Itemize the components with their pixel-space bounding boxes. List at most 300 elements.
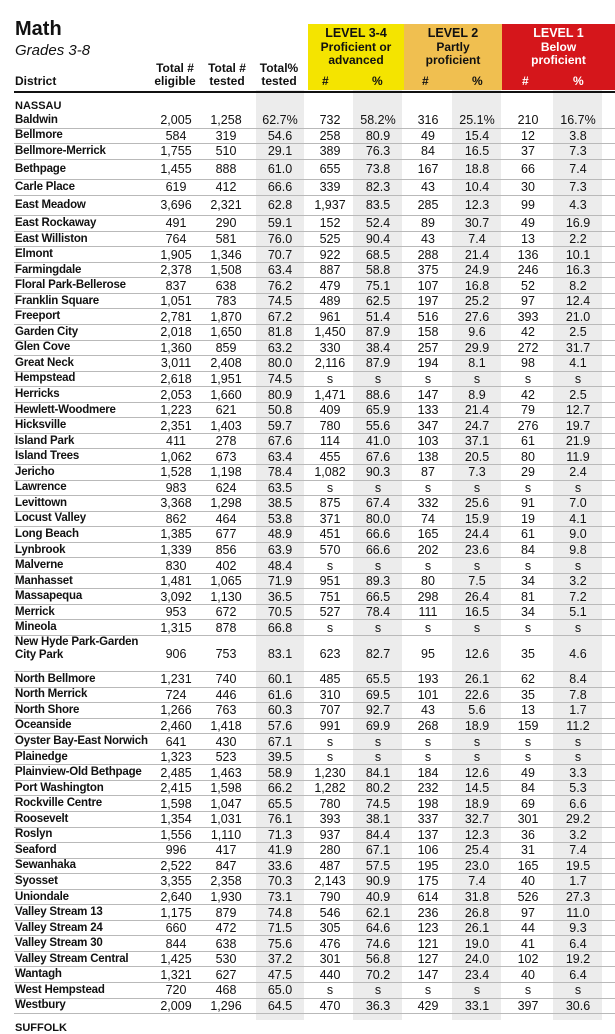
table-row	[0, 983, 615, 999]
district-name: Franklin Square	[15, 294, 99, 307]
total-pct-cell: 63.4	[267, 449, 293, 464]
total-tested-header: Total # tested	[208, 61, 246, 88]
level34-pct-cell: 83.5	[365, 198, 391, 213]
district-name: North Merrick	[15, 688, 88, 701]
table-row	[0, 449, 615, 465]
level1-pct-cell: 11.0	[566, 905, 590, 920]
level34-num-cell: 485	[319, 672, 341, 687]
level1-pct-cell: 7.8	[569, 687, 587, 702]
level34-num-cell: 280	[319, 843, 341, 858]
level2-pct-cell: 24.9	[464, 263, 490, 278]
level1-pct-cell: 8.2	[569, 278, 587, 293]
level2-pct-cell: 8.9	[468, 387, 486, 402]
level1-num-cell: 52	[521, 278, 535, 293]
level2-num-cell: 89	[421, 216, 435, 231]
level2-pct-cell: 23.4	[464, 967, 490, 982]
level34-num-cell: 310	[319, 687, 341, 702]
total-eligible-cell: 2,018	[160, 325, 192, 340]
level2-num-cell: 429	[417, 998, 439, 1013]
level34-num-cell: 2,116	[314, 356, 346, 371]
total-tested-cell: 1,110	[210, 827, 242, 842]
district-name: Merrick	[15, 605, 55, 618]
level34-pct-cell: 58.2%	[360, 113, 396, 128]
table-row	[0, 278, 615, 294]
level34-pct-cell: 73.8	[365, 162, 391, 177]
table-row	[0, 719, 615, 735]
level1-num-cell: 81	[521, 589, 535, 604]
level34-pct-cell: 90.4	[365, 232, 391, 247]
level1-num-cell: 136	[517, 247, 539, 262]
total-eligible-cell: 2,378	[160, 263, 192, 278]
district-name: Syosset	[15, 874, 58, 887]
district-name: Hewlett-Woodmere	[15, 403, 116, 416]
total-eligible-cell: 1,598	[160, 796, 192, 811]
level2-num-cell: 43	[421, 180, 435, 195]
level34-pct-cell: 75.1	[365, 278, 391, 293]
level34-num-cell: 991	[319, 718, 341, 733]
level2-pct-cell: 26.8	[464, 905, 490, 920]
total-pct-cell: 66.2	[267, 781, 293, 796]
total-pct-cell: 62.8	[267, 198, 293, 213]
level1-num-cell: 13	[521, 703, 535, 718]
table-row	[0, 310, 615, 326]
level34-pct-cell: 38.1	[365, 812, 391, 827]
total-pct-cell: 67.2	[267, 309, 293, 324]
district-name: Roslyn	[15, 828, 53, 841]
district-name: Roosevelt	[15, 812, 69, 825]
level2-pct-cell: 12.3	[464, 198, 490, 213]
district-name: Farmingdale	[15, 263, 82, 276]
level2-pct-cell: 25.1%	[459, 113, 495, 128]
level2-pct-cell: 15.4	[464, 128, 490, 143]
level2-num-cell: 147	[417, 967, 439, 982]
total-pct-cell: 60.3	[267, 703, 293, 718]
level34-num-cell: s	[326, 620, 334, 635]
level2-num-cell: 268	[417, 718, 439, 733]
table-row	[0, 750, 615, 766]
level1-pct-cell: 6.6	[569, 796, 587, 811]
level34-num-cell: 922	[319, 247, 341, 262]
level1-pct-cell: 4.1	[569, 356, 587, 371]
level1-num-cell: 79	[521, 403, 535, 418]
level34-pct-cell: s	[374, 480, 382, 495]
level34-pct-cell: 62.1	[365, 905, 391, 920]
table-row	[0, 180, 615, 196]
district-name: Jericho	[15, 465, 55, 478]
level34-num-cell: s	[326, 750, 334, 765]
level1-num-cell: 210	[517, 113, 539, 128]
total-pct-cell: 74.8	[267, 905, 293, 920]
total-pct-header: Total% tested	[259, 61, 299, 88]
total-pct-cell: 63.5	[267, 480, 293, 495]
level1-num-cell: 34	[521, 574, 535, 589]
level34-pct-cell: 64.6	[365, 921, 391, 936]
total-tested-cell: 1,298	[210, 496, 242, 511]
level34-num-cell: 961	[319, 309, 341, 324]
table-row	[0, 160, 615, 181]
total-tested-cell: 879	[215, 905, 237, 920]
level2-pct-cell: 27.6	[464, 309, 490, 324]
level1-num-cell: 301	[517, 812, 539, 827]
total-pct-cell: 80.0	[267, 356, 293, 371]
level34-num-cell: 570	[319, 543, 341, 558]
district-name: Manhasset	[15, 574, 73, 587]
total-eligible-cell: 1,354	[160, 812, 192, 827]
level2-num-cell: 197	[417, 294, 439, 309]
level2-num-cell: 95	[421, 646, 435, 661]
level1-pct-cell: 5.1	[569, 605, 587, 620]
level1-num-cell: 272	[517, 340, 539, 355]
level2-pct-cell: 7.5	[468, 574, 486, 589]
level1-pct-cell: 19.7	[565, 418, 591, 433]
level34-pct-cell: 70.2	[365, 967, 391, 982]
total-eligible-cell: 2,460	[160, 718, 192, 733]
district-name: Garden City	[15, 325, 78, 338]
total-tested-cell: 530	[215, 952, 237, 967]
total-tested-cell: 673	[215, 449, 237, 464]
total-tested-cell: 638	[215, 936, 237, 951]
level34-num-cell: 655	[319, 162, 341, 177]
table-row	[0, 543, 615, 559]
level34-num-cell: 330	[319, 340, 341, 355]
level34-num-cell: s	[326, 371, 334, 386]
total-eligible-cell: 1,323	[160, 750, 192, 765]
total-tested-cell: 412	[215, 180, 237, 195]
level34-pct-cell: 67.1	[365, 843, 391, 858]
level34-pct-cell: 80.2	[365, 781, 391, 796]
level1-num-cell: 526	[517, 890, 539, 905]
level34-num-cell: 2,143	[314, 874, 346, 889]
total-tested-cell: 417	[215, 843, 237, 858]
level2-pct-cell: 7.3	[468, 465, 486, 480]
level2-num-cell: 106	[417, 843, 439, 858]
total-tested-cell: 1,650	[210, 325, 242, 340]
level2-num-cell: 123	[417, 921, 439, 936]
level2-desc: Partly proficient	[425, 39, 481, 67]
table-row	[0, 703, 615, 719]
level2-num-cell: 43	[421, 232, 435, 247]
table-row	[0, 216, 615, 232]
level2-num-cell: 121	[417, 936, 439, 951]
level1-pct-cell: 7.3	[569, 180, 587, 195]
level2-pct-cell: 29.9	[464, 340, 490, 355]
level34-num-cell: 114	[320, 434, 340, 449]
level34-num-cell: 389	[319, 144, 341, 159]
level1-pct-cell: 7.4	[569, 843, 587, 858]
total-tested-cell: 446	[215, 687, 237, 702]
level2-pct-cell: 16.5	[464, 605, 490, 620]
level2-num-cell: s	[424, 734, 432, 749]
level1-num-cell: 159	[517, 718, 539, 733]
total-eligible-cell: 2,415	[160, 781, 192, 796]
level1-num-cell: 102	[517, 952, 539, 967]
total-pct-cell: 67.6	[267, 434, 293, 449]
total-tested-cell: 878	[215, 620, 237, 635]
total-eligible-cell: 1,339	[160, 543, 192, 558]
level34-pct-cell: 36.3	[365, 998, 391, 1013]
total-eligible-cell: 1,385	[160, 527, 192, 542]
level2-pct-cell: 7.4	[468, 874, 486, 889]
district-name: East Rockaway	[15, 216, 97, 229]
level34-num-cell: 937	[319, 827, 341, 842]
level34-num-cell: 455	[319, 449, 341, 464]
level34-num-cell: 1,230	[314, 765, 346, 780]
table-row	[0, 688, 615, 704]
level34-pct-cell: s	[374, 750, 382, 765]
level2-pct-cell: 8.1	[468, 356, 486, 371]
district-name: East Meadow	[15, 198, 86, 211]
district-name: East Williston	[15, 232, 88, 245]
total-pct-cell: 61.0	[267, 162, 293, 177]
district-name: Lawrence	[15, 481, 67, 494]
total-eligible-cell: 2,781	[160, 309, 192, 324]
level2-num-cell: s	[424, 480, 432, 495]
level34-pct-cell: 66.6	[365, 527, 391, 542]
level34-pct-cell: 78.4	[365, 605, 391, 620]
district-name: Herricks	[15, 388, 60, 401]
level1-pct-cell: 3.8	[569, 128, 587, 143]
level34-pct-cell: 51.4	[365, 309, 391, 324]
level34-pct-cell: 90.3	[365, 465, 391, 480]
district-name: Valley Stream 30	[15, 937, 103, 950]
total-pct-cell: 53.8	[267, 511, 293, 526]
level1-num-cell: 80	[521, 449, 535, 464]
level2-num-cell: 84	[421, 144, 435, 159]
level1-pct-cell: 31.7	[565, 340, 591, 355]
level1-pct-cell: 11.9	[566, 449, 590, 464]
total-tested-cell: 1,951	[210, 371, 242, 386]
total-eligible-cell: 837	[165, 278, 187, 293]
total-eligible-cell: 3,696	[160, 198, 192, 213]
level1-num-cell: 12	[521, 128, 535, 143]
level34-pct-cell: 82.3	[365, 180, 391, 195]
level2-pct-cell: 25.4	[464, 843, 490, 858]
level2-num-cell: 103	[417, 434, 439, 449]
table-row	[0, 828, 615, 844]
total-tested-cell: 859	[215, 340, 237, 355]
district-name: Bellmore	[15, 129, 63, 142]
section-nassau: NASSAU	[15, 100, 62, 112]
level1-pct-header: %	[573, 74, 584, 88]
level34-pct-cell: 40.9	[365, 890, 391, 905]
level34-num-cell: s	[326, 480, 334, 495]
total-tested-cell: 2,408	[210, 356, 242, 371]
level2-num-cell: 158	[417, 325, 439, 340]
level34-num-cell: 751	[319, 589, 341, 604]
total-pct-cell: 80.9	[267, 387, 293, 402]
level2-num-cell: 137	[417, 827, 439, 842]
level2-pct-cell: 10.4	[464, 180, 490, 195]
district-name: Sewanhaka	[15, 859, 76, 872]
total-eligible-cell: 2,351	[160, 418, 192, 433]
level2-num-cell: 614	[417, 890, 439, 905]
table-row	[0, 294, 615, 310]
level1-num-cell: 40	[521, 967, 535, 982]
level1-pct-cell: s	[574, 480, 582, 495]
total-tested-cell: 2,358	[210, 874, 242, 889]
level1-pct-cell: 16.7%	[560, 113, 596, 128]
total-pct-cell: 75.6	[267, 936, 293, 951]
level2-pct-cell: 12.3	[464, 827, 490, 842]
level1-num-cell: 276	[517, 418, 539, 433]
level1-pct-cell: 6.4	[569, 967, 587, 982]
level1-pct-cell: 3.3	[569, 765, 587, 780]
total-pct-cell: 48.9	[267, 527, 293, 542]
level1-num-cell: 165	[517, 858, 539, 873]
level2-num-cell: 111	[418, 605, 438, 620]
level34-num-cell: 1,282	[314, 781, 346, 796]
level34-num-cell: 440	[319, 967, 341, 982]
total-tested-cell: 1,031	[210, 812, 242, 827]
table-row	[0, 232, 615, 248]
level1-num-header: #	[522, 74, 529, 88]
total-eligible-cell: 983	[165, 480, 187, 495]
level2-pct-cell: s	[473, 558, 481, 573]
level2-num-cell: 107	[417, 278, 439, 293]
level34-num-cell: s	[326, 983, 334, 998]
level2-num-cell: 184	[417, 765, 439, 780]
level2-num-cell: s	[424, 983, 432, 998]
level2-pct-cell: s	[473, 371, 481, 386]
level1-num-cell: 31	[521, 843, 535, 858]
total-tested-cell: 1,258	[210, 113, 242, 128]
total-pct-cell: 41.9	[267, 843, 293, 858]
total-pct-cell: 58.9	[267, 765, 293, 780]
level2-pct-cell: 37.1	[464, 434, 490, 449]
total-pct-cell: 62.7%	[262, 113, 298, 128]
total-eligible-cell: 1,231	[160, 672, 192, 687]
total-tested-cell: 1,198	[210, 465, 242, 480]
level34-pct-cell: 82.7	[365, 646, 391, 661]
level1-pct-cell: 7.4	[569, 162, 587, 177]
level1-pct-cell: 16.3	[565, 263, 591, 278]
level1-num-cell: 97	[521, 905, 535, 920]
level1-pct-cell: 9.3	[569, 921, 587, 936]
table-row	[0, 765, 615, 781]
total-eligible-cell: 3,011	[160, 356, 192, 371]
level2-pct-cell: 18.8	[464, 162, 490, 177]
total-pct-cell: 38.5	[267, 496, 293, 511]
level2-pct-cell: 24.4	[464, 527, 490, 542]
total-tested-cell: 1,403	[210, 418, 242, 433]
total-pct-cell: 36.5	[267, 589, 293, 604]
total-eligible-cell: 724	[165, 687, 187, 702]
level1-num-cell: 246	[517, 263, 539, 278]
level2-num-cell: 167	[417, 162, 439, 177]
level2-pct-cell: 32.7	[464, 812, 490, 827]
level1-num-cell: 29	[521, 465, 535, 480]
level1-pct-cell: 5.3	[569, 781, 587, 796]
district-name: Elmont	[15, 248, 53, 261]
level2-pct-cell: 12.6	[464, 765, 490, 780]
level34-pct-cell: 69.5	[365, 687, 391, 702]
level1-pct-cell: 2.4	[569, 465, 587, 480]
total-pct-cell: 47.5	[267, 967, 293, 982]
level1-pct-cell: 3.2	[569, 574, 587, 589]
level2-pct-cell: 23.6	[464, 543, 490, 558]
level34-pct-cell: s	[374, 734, 382, 749]
level34-num-cell: 887	[319, 263, 341, 278]
total-tested-cell: 847	[215, 858, 237, 873]
level1-pct-cell: 2.5	[569, 325, 587, 340]
level1-num-cell: 35	[521, 687, 535, 702]
district-name: Bethpage	[15, 162, 66, 175]
district-name: North Shore	[15, 703, 80, 716]
total-eligible-cell: 3,355	[160, 874, 192, 889]
total-tested-cell: 1,870	[210, 309, 242, 324]
level2-pct-cell: 19.0	[464, 936, 490, 951]
level1-desc: Below proficient	[531, 39, 586, 67]
district-name: Locust Valley	[15, 512, 86, 525]
level1-pct-cell: s	[574, 620, 582, 635]
table-row	[0, 874, 615, 890]
total-pct-cell: 61.6	[267, 687, 293, 702]
total-pct-cell: 37.2	[267, 952, 293, 967]
level2-pct-cell: 5.6	[468, 703, 486, 718]
district-name: Wantagh	[15, 968, 62, 981]
total-tested-cell: 1,296	[210, 998, 242, 1013]
total-pct-cell: 76.2	[267, 278, 293, 293]
level2-header	[404, 27, 502, 68]
level1-num-cell: 393	[517, 309, 539, 324]
total-pct-cell: 29.1	[267, 144, 293, 159]
level34-pct-cell: 80.0	[365, 511, 391, 526]
total-eligible-cell: 584	[165, 128, 187, 143]
district-name: Seaford	[15, 843, 57, 856]
total-tested-cell: 430	[215, 734, 237, 749]
level34-pct-cell: 65.5	[365, 672, 391, 687]
total-tested-cell: 621	[215, 403, 237, 418]
total-tested-cell: 1,065	[210, 574, 242, 589]
total-pct-cell: 71.9	[267, 574, 293, 589]
total-tested-cell: 763	[215, 703, 237, 718]
level34-pct-header: %	[372, 74, 383, 88]
table-row	[0, 144, 615, 160]
total-tested-cell: 677	[215, 527, 237, 542]
level2-num-cell: 298	[417, 589, 439, 604]
table-row	[0, 403, 615, 419]
total-eligible-cell: 2,009	[160, 998, 192, 1013]
table-row	[0, 372, 615, 388]
level1-pct-cell: 7.2	[569, 589, 587, 604]
total-eligible-cell: 1,315	[160, 620, 192, 635]
table-row	[0, 859, 615, 875]
total-pct-cell: 60.1	[267, 672, 293, 687]
level1-pct-cell: 2.5	[569, 387, 587, 402]
total-pct-cell: 50.8	[267, 403, 293, 418]
district-name: North Bellmore	[15, 672, 96, 685]
level2-pct-cell: 18.9	[464, 718, 490, 733]
level1-header	[502, 27, 615, 68]
level2-num-cell: 87	[421, 465, 435, 480]
level34-pct-cell: 74.5	[365, 796, 391, 811]
level34-num-cell: 780	[319, 796, 341, 811]
table-row	[0, 734, 615, 750]
district-name: Baldwin	[15, 113, 58, 126]
table-row	[0, 921, 615, 937]
district-name: Oyster Bay-East Norwich	[15, 735, 148, 748]
total-tested-cell: 1,346	[210, 247, 242, 262]
level34-num-cell: 487	[319, 858, 341, 873]
table-row	[0, 196, 615, 217]
district-name: Great Neck	[15, 356, 74, 369]
total-tested-cell: 740	[215, 672, 237, 687]
level1-num-cell: s	[524, 371, 532, 386]
level1-num-cell: 13	[521, 232, 535, 247]
district-name: Floral Park-Bellerose	[15, 279, 126, 292]
level1-num-cell: 34	[521, 605, 535, 620]
district-name: Plainedge	[15, 750, 68, 763]
